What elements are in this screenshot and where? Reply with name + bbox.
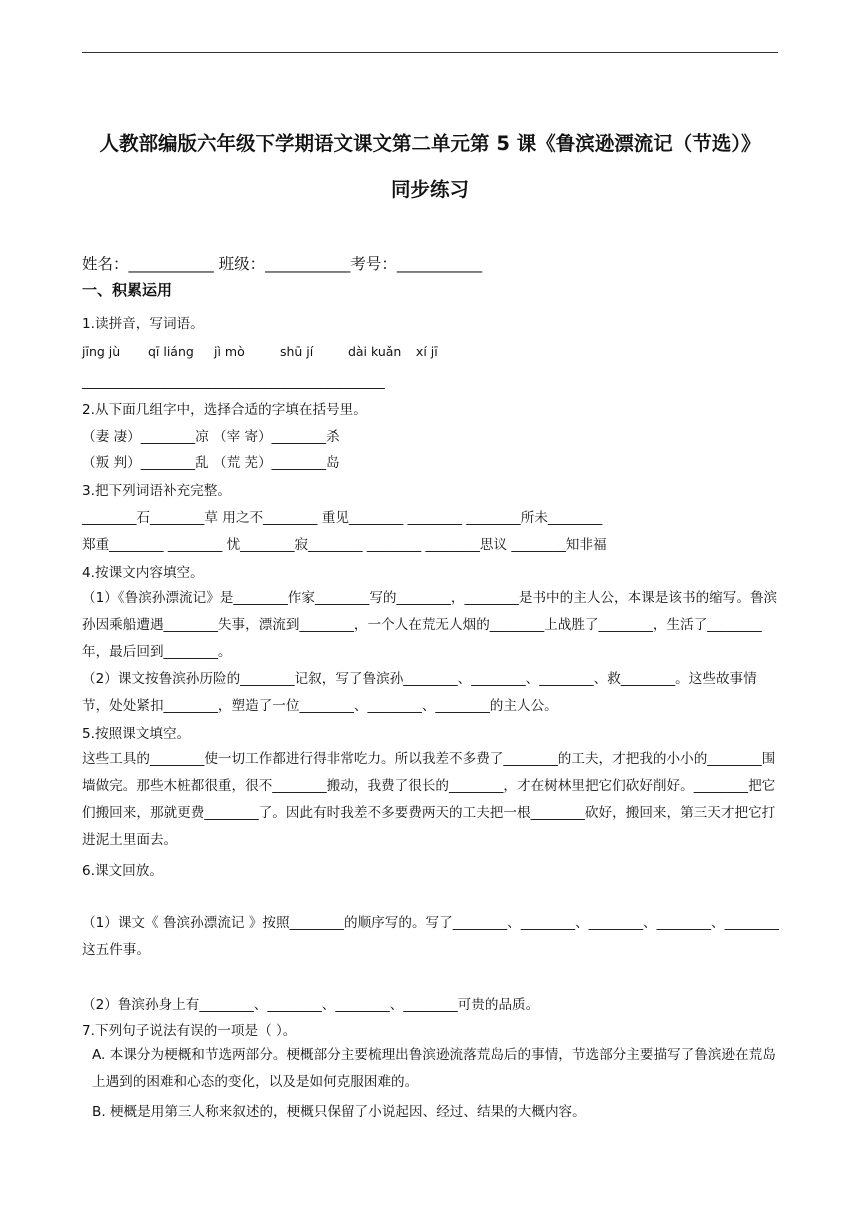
question-5-passage[interactable]: 这些工具的________使一切工作都进行得非常吃力。所以我差不多费了________的工夫，才把我的小小的________围墙做完。那些木桩都很重，很不________搬动，我费了很长的________，才在树林里把它们砍好削好。________把它们搬回来，那就更费________了。因此有时我差不多要费两天的工夫把一根________砍好，搬回来，第三天才把它打进泥土里面去。 [82, 751, 776, 848]
question-2-row-1[interactable]: （妻 凄）________凉 （宰 寄）________杀 [82, 429, 340, 445]
pinyin-1: jīng jù [82, 344, 121, 359]
question-5-prompt: 5.按照课文填空。 [82, 726, 191, 742]
document-title: 人教部编版六年级下学期语文课文第二单元第 5 课《鲁滨逊漂流记（节选）》 [99, 132, 761, 155]
question-2-prompt: 2.从下面几组字中，选择合适的字填在括号里。 [82, 402, 367, 418]
pinyin-row [82, 342, 782, 362]
student-info-line: 姓名：___________ 班级：___________考号：___________ [82, 255, 483, 273]
question-6-part-1[interactable]: （1）课文《 鲁滨孙漂流记 》按照________的顺序写的。写了________、________、________、________、________这五件事。 [82, 915, 779, 958]
pinyin-6: xí jī [415, 344, 438, 359]
question-3-row-2[interactable]: 郑重________ ________ 忧________寂________ ________ ________思议 ________知非福 [82, 537, 607, 553]
pinyin-4: shū jí [279, 344, 314, 359]
question-7-option-a[interactable]: A. 本课分为梗概和节选两部分。梗概部分主要梳理出鲁滨逊流落荒岛后的事情，节选部分主要描写了鲁滨逊在荒岛上遇到的困难和心态的变化，以及是如何克服困难的。 [92, 1047, 776, 1090]
question-1-prompt: 1.读拼音，写词语。 [82, 316, 204, 332]
header-rule [82, 52, 778, 53]
question-6-prompt: 6.课文回放。 [82, 863, 163, 879]
pinyin-3: jì mò [213, 344, 245, 359]
section-heading: 一、积累运用 [82, 281, 173, 299]
question-2-row-2[interactable]: （叛 判）________乱 （荒 芜）________岛 [82, 455, 340, 471]
question-7-prompt: 7.下列句子说法有误的一项是（ ）。 [82, 1023, 297, 1039]
question-3-row-1[interactable]: ________石________草 用之不________ 重见________ ________ ________所未________ [82, 510, 603, 526]
question-4-part-2[interactable]: （2）课文按鲁滨孙历险的________记叙，写了鲁滨孙________、________、________、救________。这些故事情节，处处紧扣________，塑造了一位________、________、________的主人公。 [82, 671, 757, 714]
question-7-option-b[interactable]: B. 梗概是用第三人称来叙述的，梗概只保留了小说起因、经过、结果的大概内容。 [92, 1104, 586, 1120]
question-3-prompt: 3.把下列词语补充完整。 [82, 483, 231, 499]
question-4-part-1[interactable]: （1）《鲁滨孙漂流记》是________作家________写的________，________是书中的主人公，本课是该书的缩写。鲁滨孙因乘船遭遇________失事，漂流到________，一个人在荒无人烟的________上战胜了________，生活了________年，最后回到________。 [82, 590, 778, 660]
pinyin-5: dài kuǎn [347, 344, 402, 359]
question-1-blanks[interactable]: ________________________________________________ [82, 374, 385, 390]
document-subtitle: 同步练习 [390, 178, 469, 201]
question-4-prompt: 4.按课文内容填空。 [82, 565, 204, 581]
pinyin-2: qī liáng [147, 344, 194, 359]
question-6-part-2[interactable]: （2）鲁滨孙身上有________、________、________、________可贵的品质。 [82, 997, 540, 1013]
